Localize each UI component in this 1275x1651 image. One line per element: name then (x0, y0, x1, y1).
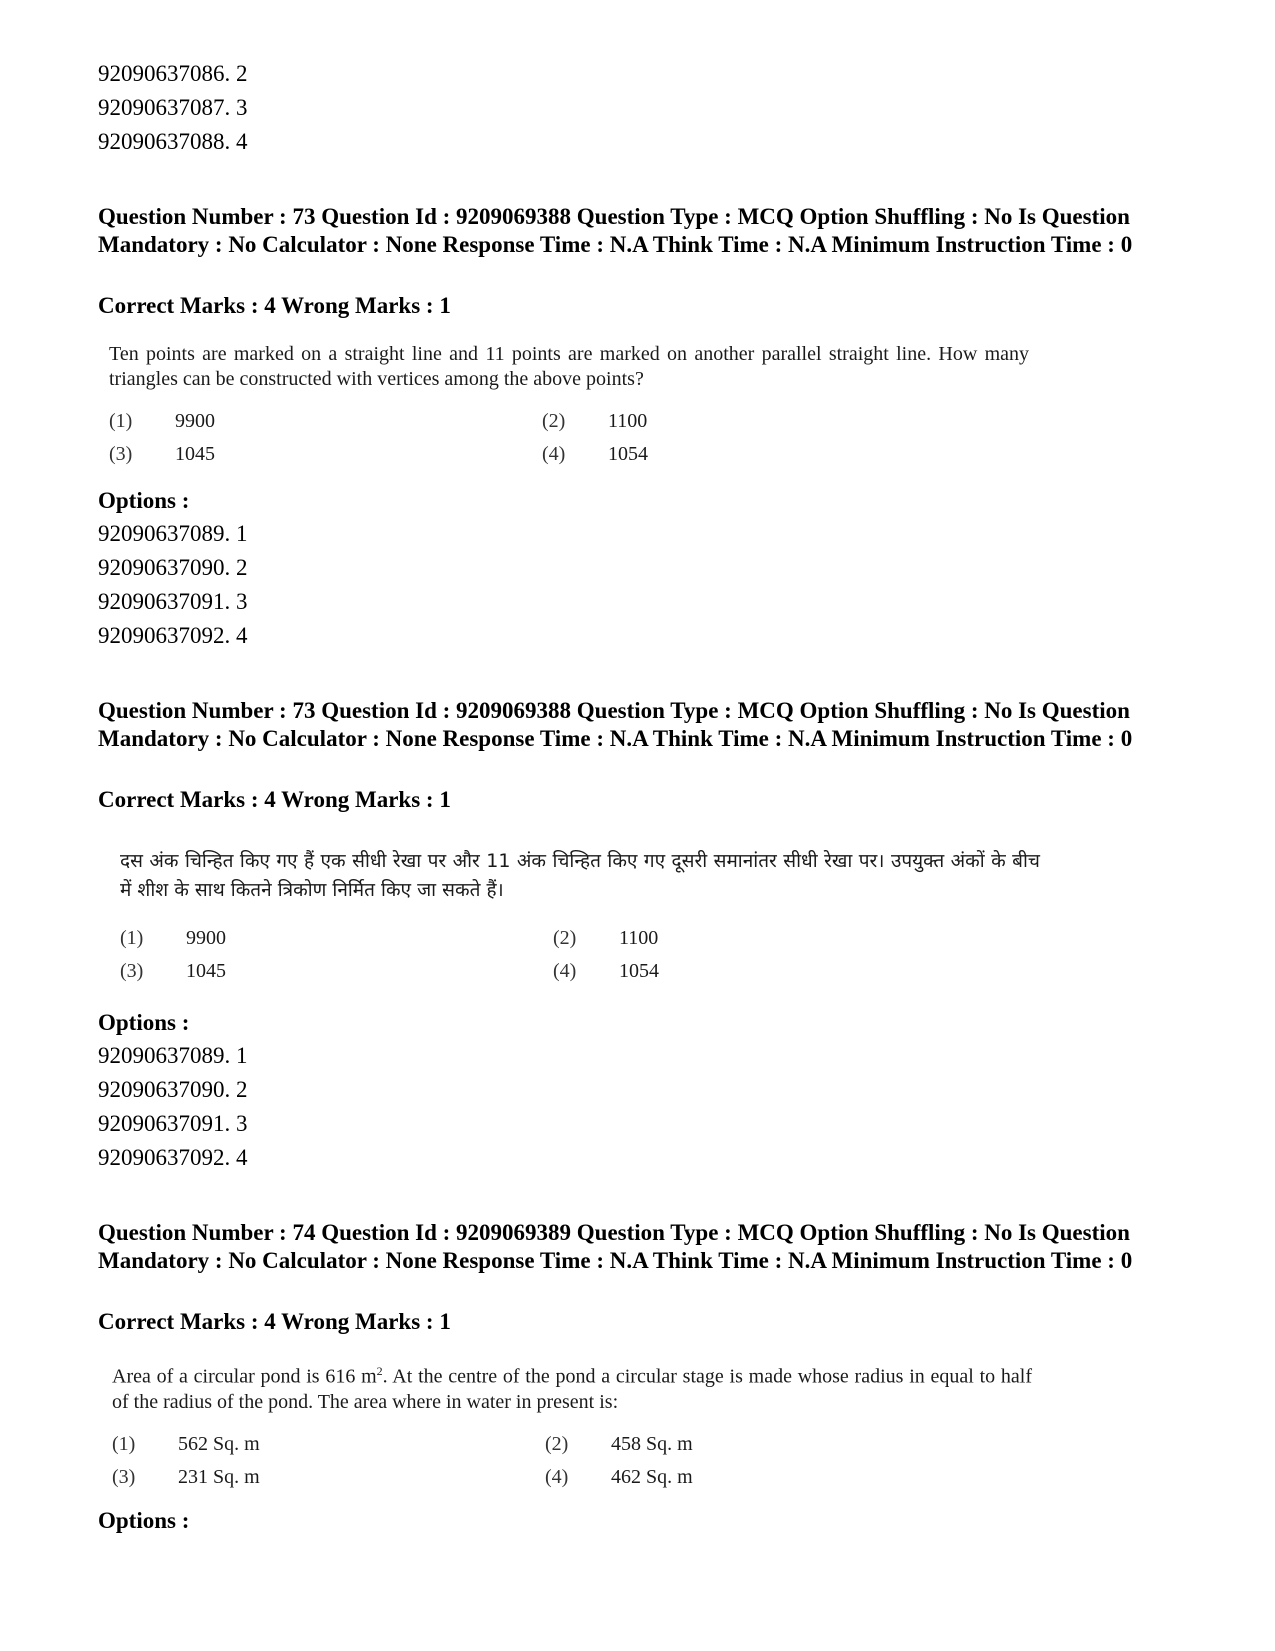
option-line: 92090637089. 1 (98, 521, 248, 546)
question-image (112, 1359, 1032, 1501)
option-line: 92090637088. 4 (98, 129, 248, 154)
question-text: दस अंक चिन्हित किए गए हैं एक सीधी रेखा पर और 11 अंक चिन्हित किए गए दूसरी समानांतर सीधी रेखा पर। उपयुक्त अंकों के बीच में शीश के साथ कितने त्रिकोण निर्मित किए जा सकते हैं। (120, 850, 1040, 901)
choice-4: (4) 1054 (542, 443, 648, 465)
option-line: 92090637091. 3 (98, 589, 248, 614)
answer-choices (112, 1433, 1032, 1501)
option-line: 92090637092. 4 (98, 1145, 248, 1170)
option-line: 92090637090. 2 (98, 1077, 248, 1102)
option-line: 92090637092. 4 (98, 623, 248, 648)
choice-1: (1) 9900 (109, 410, 215, 432)
choice-1: (1) 9900 (120, 927, 226, 949)
question-text: Ten points are marked on a straight line and 11 points are marked on another parallel straight line. How many triangles can be constructed with vertices among the above points? (109, 343, 1029, 390)
choice-1: (1) 562 Sq. m (112, 1432, 260, 1455)
choice-2: (2) 1100 (542, 410, 648, 432)
marks-line: Correct Marks : 4 Wrong Marks : 1 (98, 787, 451, 812)
choice-3: (3) 231 Sq. m (112, 1465, 260, 1488)
choice-4: (4) 1054 (553, 960, 659, 982)
answer-choices (120, 927, 1040, 995)
question-header: Question Number : 74 Question Id : 9209069389 Question Type : MCQ Option Shuffling : No Is Question Mandatory : No Calculator : None Response Time : N.A Think Time : N.A Minimum Instruction Time : 0 (98, 1220, 1133, 1273)
option-line: 92090637089. 1 (98, 1043, 248, 1068)
option-line: 92090637086. 2 (98, 61, 248, 86)
choice-4: (4) 462 Sq. m (545, 1465, 693, 1488)
marks-line: Correct Marks : 4 Wrong Marks : 1 (98, 293, 451, 318)
question-image (120, 847, 1040, 995)
choice-3: (3) 1045 (109, 443, 215, 465)
question-header: Question Number : 73 Question Id : 9209069388 Question Type : MCQ Option Shuffling : No Is Question Mandatory : No Calculator : None Response Time : N.A Think Time : N.A Minimum Instruction Time : 0 (98, 698, 1133, 751)
option-line: 92090637091. 3 (98, 1111, 248, 1136)
options-title: Options : (98, 488, 190, 513)
option-line: 92090637090. 2 (98, 555, 248, 580)
question-image (109, 342, 1029, 478)
question-header: Question Number : 73 Question Id : 9209069388 Question Type : MCQ Option Shuffling : No Is Question Mandatory : No Calculator : None Response Time : N.A Think Time : N.A Minimum Instruction Time : 0 (98, 204, 1133, 257)
answer-choices (109, 410, 1029, 478)
question-text: Area of a circular pond is 616 $m^2$. At the centre of the pond a circular stage is made whose radius in equal to half of the radius of the pond. The area where in water in present is: (112, 1364, 1032, 1413)
choice-2: (2) 458 Sq. m (545, 1432, 693, 1455)
marks-line: Correct Marks : 4 Wrong Marks : 1 (98, 1309, 451, 1334)
choice-2: (2) 1100 (553, 927, 659, 949)
options-title: Options : (98, 1508, 190, 1533)
options-title: Options : (98, 1010, 190, 1035)
choice-3: (3) 1045 (120, 960, 226, 982)
option-line: 92090637087. 3 (98, 95, 248, 120)
